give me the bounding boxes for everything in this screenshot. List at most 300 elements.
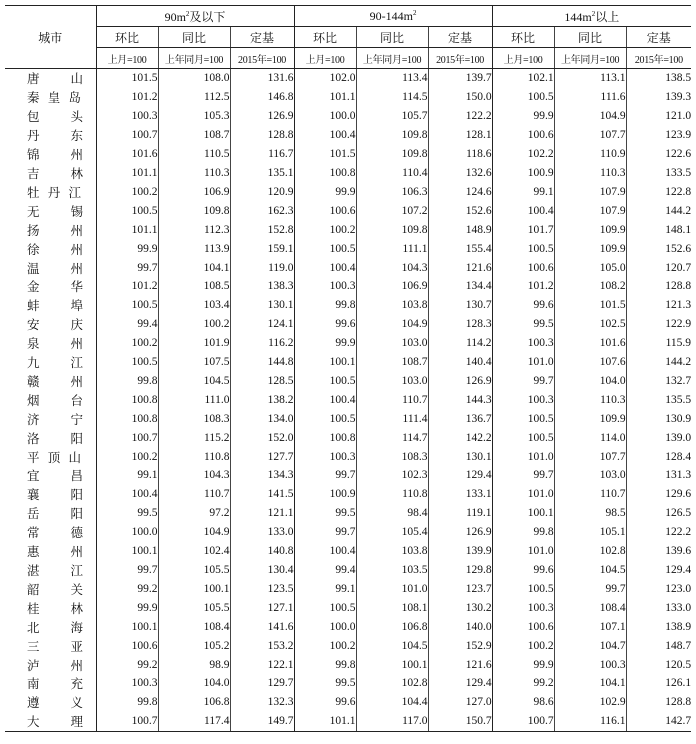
index-value: 122.9: [626, 315, 691, 334]
city-name: 洛阳: [27, 431, 83, 446]
group-header-large: $144m^2$以上: [492, 6, 691, 27]
city-name: 济宁: [27, 412, 83, 427]
index-value: 122.8: [626, 182, 691, 201]
index-value: 101.0: [492, 447, 554, 466]
index-value: 114.5: [356, 88, 428, 107]
price-index-table-container: [5, 5, 691, 738]
city-name: 徐州: [27, 242, 83, 257]
index-value: 98.9: [158, 655, 230, 674]
index-value: 120.7: [626, 258, 691, 277]
index-value: 116.2: [230, 334, 294, 353]
index-value: 130.1: [230, 296, 294, 315]
index-value: 100.6: [492, 126, 554, 145]
index-value: 110.4: [356, 164, 428, 183]
index-value: 100.2: [96, 334, 158, 353]
index-value: 99.7: [492, 466, 554, 485]
index-value: 108.0: [158, 69, 230, 88]
index-value: 97.2: [158, 504, 230, 523]
index-value: 104.7: [554, 636, 626, 655]
index-value: 99.8: [294, 296, 356, 315]
city-name: 泉州: [27, 337, 83, 352]
index-value: 121.1: [230, 504, 294, 523]
header-fixed-base: 定基: [230, 27, 294, 48]
index-value: 100.2: [492, 636, 554, 655]
index-value: 99.9: [294, 334, 356, 353]
index-value: 100.4: [492, 201, 554, 220]
index-value: 100.4: [96, 485, 158, 504]
index-value: 113.1: [554, 69, 626, 88]
index-value: 133.0: [626, 598, 691, 617]
table-row: [5, 315, 691, 334]
index-value: 113.9: [158, 239, 230, 258]
index-value: 101.5: [554, 296, 626, 315]
city-name: 安庆: [27, 318, 83, 333]
index-value: 99.5: [294, 674, 356, 693]
index-value: 109.8: [356, 220, 428, 239]
index-value: 140.8: [230, 542, 294, 561]
index-value: 127.7: [230, 447, 294, 466]
index-value: 105.1: [554, 523, 626, 542]
city-name: 秦皇岛: [27, 91, 83, 106]
index-value: 100.1: [356, 655, 428, 674]
index-value: 126.9: [428, 523, 492, 542]
index-value: 104.3: [356, 258, 428, 277]
table-row: [5, 636, 691, 655]
index-value: 100.7: [96, 428, 158, 447]
index-value: 108.7: [158, 126, 230, 145]
header-yoy: 同比: [356, 27, 428, 48]
index-value: 99.6: [492, 296, 554, 315]
index-value: 155.4: [428, 239, 492, 258]
index-value: 136.7: [428, 409, 492, 428]
index-value: 107.2: [356, 201, 428, 220]
table-body: [5, 69, 691, 732]
index-value: 101.1: [96, 164, 158, 183]
index-value: 100.1: [492, 504, 554, 523]
index-value: 122.2: [626, 523, 691, 542]
index-value: 99.5: [294, 504, 356, 523]
index-value: 120.9: [230, 182, 294, 201]
index-value: 108.3: [158, 409, 230, 428]
index-value: 152.6: [626, 239, 691, 258]
index-value: 101.1: [96, 220, 158, 239]
index-value: 139.6: [626, 542, 691, 561]
index-value: 130.4: [230, 561, 294, 580]
index-value: 99.9: [294, 182, 356, 201]
index-value: 105.5: [158, 561, 230, 580]
index-value: 99.8: [294, 655, 356, 674]
index-value: 121.3: [626, 296, 691, 315]
index-value: 101.6: [96, 145, 158, 164]
index-value: 140.0: [428, 617, 492, 636]
index-value: 101.0: [492, 353, 554, 372]
table-row: [5, 277, 691, 296]
index-value: 104.0: [554, 372, 626, 391]
index-value: 99.6: [294, 693, 356, 712]
index-value: 107.9: [554, 201, 626, 220]
index-value: 113.4: [356, 69, 428, 88]
index-value: 99.4: [96, 315, 158, 334]
index-value: 100.3: [96, 107, 158, 126]
index-value: 115.2: [158, 428, 230, 447]
index-value: 117.4: [158, 712, 230, 731]
index-value: 100.3: [294, 447, 356, 466]
base-same-month-last-year: 上年同月=100: [158, 48, 230, 69]
index-value: 101.2: [96, 88, 158, 107]
index-value: 126.9: [428, 372, 492, 391]
index-value: 99.2: [96, 579, 158, 598]
table-row: [5, 428, 691, 447]
index-value: 122.1: [230, 655, 294, 674]
index-value: 107.7: [554, 126, 626, 145]
city-name: 北海: [27, 620, 83, 635]
table-row: [5, 220, 691, 239]
index-value: 99.5: [492, 315, 554, 334]
index-value: 103.4: [158, 296, 230, 315]
index-value: 101.9: [158, 334, 230, 353]
index-value: 105.5: [158, 598, 230, 617]
index-value: 110.5: [158, 145, 230, 164]
index-value: 99.9: [492, 107, 554, 126]
index-value: 100.4: [294, 542, 356, 561]
index-value: 103.0: [356, 334, 428, 353]
table-row: [5, 126, 691, 145]
index-value: 144.2: [626, 201, 691, 220]
index-value: 106.9: [356, 277, 428, 296]
index-value: 130.9: [626, 409, 691, 428]
index-value: 104.9: [158, 523, 230, 542]
base-2015: 2015年=100: [230, 48, 294, 69]
index-value: 100.8: [294, 428, 356, 447]
index-value: 110.3: [554, 390, 626, 409]
index-value: 114.0: [554, 428, 626, 447]
table-row: [5, 296, 691, 315]
index-value: 108.4: [158, 617, 230, 636]
table-row: [5, 712, 691, 731]
index-value: 128.8: [230, 126, 294, 145]
city-name: 无锡: [27, 204, 83, 219]
index-value: 101.1: [294, 712, 356, 731]
city-name: 吉林: [27, 166, 83, 181]
city-name: 襄阳: [27, 488, 83, 503]
index-value: 110.9: [554, 145, 626, 164]
index-value: 109.9: [554, 239, 626, 258]
index-value: 122.6: [626, 145, 691, 164]
index-value: 110.8: [356, 485, 428, 504]
table-row: [5, 409, 691, 428]
index-value: 126.1: [626, 674, 691, 693]
city-name: 九江: [27, 356, 83, 371]
index-value: 133.0: [230, 523, 294, 542]
base-prev-month: 上月=100: [96, 48, 158, 69]
index-value: 100.5: [492, 428, 554, 447]
index-value: 100.5: [294, 598, 356, 617]
index-value: 109.8: [356, 145, 428, 164]
index-value: 128.1: [428, 126, 492, 145]
index-value: 100.0: [294, 617, 356, 636]
table-row: [5, 69, 691, 88]
table-row: [5, 334, 691, 353]
index-value: 102.4: [158, 542, 230, 561]
index-value: 110.3: [158, 164, 230, 183]
index-value: 104.9: [554, 107, 626, 126]
index-value: 106.8: [158, 693, 230, 712]
index-value: 100.1: [294, 353, 356, 372]
table-row: [5, 466, 691, 485]
index-value: 119.0: [230, 258, 294, 277]
city-name: 南充: [27, 677, 83, 692]
header-yoy: 同比: [158, 27, 230, 48]
table-row: [5, 239, 691, 258]
index-value: 102.5: [554, 315, 626, 334]
index-value: 99.8: [96, 693, 158, 712]
index-value: 104.0: [158, 674, 230, 693]
index-value: 144.3: [428, 390, 492, 409]
index-value: 98.5: [554, 504, 626, 523]
index-value: 132.3: [230, 693, 294, 712]
index-value: 100.5: [294, 239, 356, 258]
header-mom: 环比: [96, 27, 158, 48]
index-value: 101.7: [492, 220, 554, 239]
table-row: [5, 485, 691, 504]
index-value: 101.2: [96, 277, 158, 296]
index-value: 144.2: [626, 353, 691, 372]
table-row: [5, 617, 691, 636]
index-value: 148.1: [626, 220, 691, 239]
index-value: 142.7: [626, 712, 691, 731]
index-value: 100.9: [294, 485, 356, 504]
table-row: [5, 598, 691, 617]
index-value: 110.8: [158, 447, 230, 466]
index-value: 105.4: [356, 523, 428, 542]
index-value: 132.6: [428, 164, 492, 183]
index-value: 138.2: [230, 390, 294, 409]
index-value: 141.5: [230, 485, 294, 504]
header-row-groups: [5, 6, 691, 27]
index-value: 103.8: [356, 542, 428, 561]
table-row: [5, 107, 691, 126]
index-value: 100.2: [294, 636, 356, 655]
index-value: 109.8: [356, 126, 428, 145]
index-value: 99.7: [492, 372, 554, 391]
index-value: 107.9: [554, 182, 626, 201]
index-value: 100.7: [96, 712, 158, 731]
index-value: 117.0: [356, 712, 428, 731]
index-value: 99.9: [492, 655, 554, 674]
city-name: 泸州: [27, 658, 83, 673]
index-value: 129.4: [626, 561, 691, 580]
city-name: 金华: [27, 280, 83, 295]
index-value: 121.0: [626, 107, 691, 126]
index-value: 100.5: [96, 353, 158, 372]
index-value: 109.9: [554, 409, 626, 428]
city-name: 桂林: [27, 601, 83, 616]
index-value: 123.0: [626, 579, 691, 598]
index-value: 148.9: [428, 220, 492, 239]
index-value: 152.8: [230, 220, 294, 239]
index-value: 100.2: [158, 315, 230, 334]
index-value: 100.5: [492, 88, 554, 107]
index-value: 103.0: [356, 372, 428, 391]
city-name: 惠州: [27, 545, 83, 560]
index-value: 138.3: [230, 277, 294, 296]
index-value: 100.5: [96, 296, 158, 315]
index-value: 146.8: [230, 88, 294, 107]
index-value: 111.6: [554, 88, 626, 107]
index-value: 142.2: [428, 428, 492, 447]
index-value: 119.1: [428, 504, 492, 523]
city-name: 宜昌: [27, 469, 83, 484]
city-name: 丹东: [27, 129, 83, 144]
index-value: 100.3: [492, 390, 554, 409]
index-value: 100.3: [492, 334, 554, 353]
index-value: 100.4: [294, 126, 356, 145]
table-row: [5, 201, 691, 220]
index-value: 128.5: [230, 372, 294, 391]
index-value: 101.0: [492, 485, 554, 504]
index-value: 102.1: [492, 69, 554, 88]
base-2015: 2015年=100: [626, 48, 691, 69]
base-same-month-last-year: 上年同月=100: [356, 48, 428, 69]
header-fixed-base: 定基: [428, 27, 492, 48]
index-value: 102.9: [554, 693, 626, 712]
table-row: [5, 674, 691, 693]
index-value: 100.4: [294, 258, 356, 277]
index-value: 100.3: [554, 655, 626, 674]
city-name: 三亚: [27, 639, 83, 654]
index-value: 139.0: [626, 428, 691, 447]
base-2015: 2015年=100: [428, 48, 492, 69]
index-value: 134.3: [230, 466, 294, 485]
group-header-small: $90m^2$及以下: [96, 6, 294, 27]
index-value: 123.5: [230, 579, 294, 598]
header-row-measures: [5, 27, 691, 48]
index-value: 104.1: [158, 258, 230, 277]
index-value: 108.7: [356, 353, 428, 372]
index-value: 131.6: [230, 69, 294, 88]
index-value: 99.7: [96, 258, 158, 277]
index-value: 150.7: [428, 712, 492, 731]
table-row: [5, 447, 691, 466]
index-value: 99.7: [554, 579, 626, 598]
city-column-header: 城市: [5, 6, 96, 69]
index-value: 99.7: [96, 561, 158, 580]
index-value: 99.1: [492, 182, 554, 201]
index-value: 101.5: [96, 69, 158, 88]
index-value: 152.6: [428, 201, 492, 220]
city-name: 蚌埠: [27, 299, 83, 314]
index-value: 100.8: [294, 164, 356, 183]
index-value: 105.7: [356, 107, 428, 126]
index-value: 99.9: [96, 239, 158, 258]
table-row: [5, 523, 691, 542]
index-value: 110.7: [356, 390, 428, 409]
index-value: 104.4: [356, 693, 428, 712]
header-row-bases: [5, 48, 691, 69]
index-value: 99.6: [492, 561, 554, 580]
index-value: 100.2: [96, 182, 158, 201]
city-name: 唐山: [27, 72, 83, 87]
index-value: 105.0: [554, 258, 626, 277]
index-value: 127.1: [230, 598, 294, 617]
index-value: 132.7: [626, 372, 691, 391]
index-value: 100.1: [96, 617, 158, 636]
index-value: 105.3: [158, 107, 230, 126]
index-value: 104.5: [356, 636, 428, 655]
index-value: 159.1: [230, 239, 294, 258]
index-value: 130.7: [428, 296, 492, 315]
header-fixed-base: 定基: [626, 27, 691, 48]
index-value: 128.8: [626, 277, 691, 296]
index-value: 102.8: [356, 674, 428, 693]
index-value: 150.0: [428, 88, 492, 107]
index-value: 104.5: [554, 561, 626, 580]
index-value: 139.7: [428, 69, 492, 88]
index-value: 100.5: [492, 239, 554, 258]
index-value: 100.8: [96, 409, 158, 428]
index-value: 122.2: [428, 107, 492, 126]
index-value: 100.5: [492, 579, 554, 598]
index-value: 140.4: [428, 353, 492, 372]
table-row: [5, 542, 691, 561]
index-value: 118.6: [428, 145, 492, 164]
index-value: 114.2: [428, 334, 492, 353]
header-mom: 环比: [294, 27, 356, 48]
index-value: 100.5: [294, 372, 356, 391]
index-value: 139.9: [428, 542, 492, 561]
index-value: 128.3: [428, 315, 492, 334]
index-value: 104.5: [158, 372, 230, 391]
index-value: 139.3: [626, 88, 691, 107]
index-value: 102.2: [492, 145, 554, 164]
index-value: 101.2: [492, 277, 554, 296]
index-value: 127.0: [428, 693, 492, 712]
index-value: 124.6: [428, 182, 492, 201]
city-name: 岳阳: [27, 507, 83, 522]
price-index-table: [5, 5, 691, 732]
index-value: 99.9: [96, 598, 158, 617]
index-value: 100.5: [492, 409, 554, 428]
index-value: 103.5: [356, 561, 428, 580]
index-value: 102.3: [356, 466, 428, 485]
index-value: 129.4: [428, 466, 492, 485]
index-value: 100.6: [96, 636, 158, 655]
index-value: 110.3: [554, 164, 626, 183]
table-row: [5, 353, 691, 372]
index-value: 102.8: [554, 542, 626, 561]
index-value: 101.0: [356, 579, 428, 598]
index-value: 107.1: [554, 617, 626, 636]
base-prev-month: 上月=100: [294, 48, 356, 69]
index-value: 152.9: [428, 636, 492, 655]
index-value: 129.6: [626, 485, 691, 504]
table-row: [5, 164, 691, 183]
city-name: 湛江: [27, 564, 83, 579]
index-value: 100.5: [294, 409, 356, 428]
index-value: 100.6: [294, 201, 356, 220]
index-value: 107.7: [554, 447, 626, 466]
index-value: 100.7: [492, 712, 554, 731]
index-value: 109.8: [158, 201, 230, 220]
index-value: 108.3: [356, 447, 428, 466]
index-value: 99.2: [492, 674, 554, 693]
header-yoy: 同比: [554, 27, 626, 48]
city-name: 赣州: [27, 374, 83, 389]
index-value: 131.3: [626, 466, 691, 485]
index-value: 106.8: [356, 617, 428, 636]
index-value: 100.2: [96, 447, 158, 466]
index-value: 123.9: [626, 126, 691, 145]
